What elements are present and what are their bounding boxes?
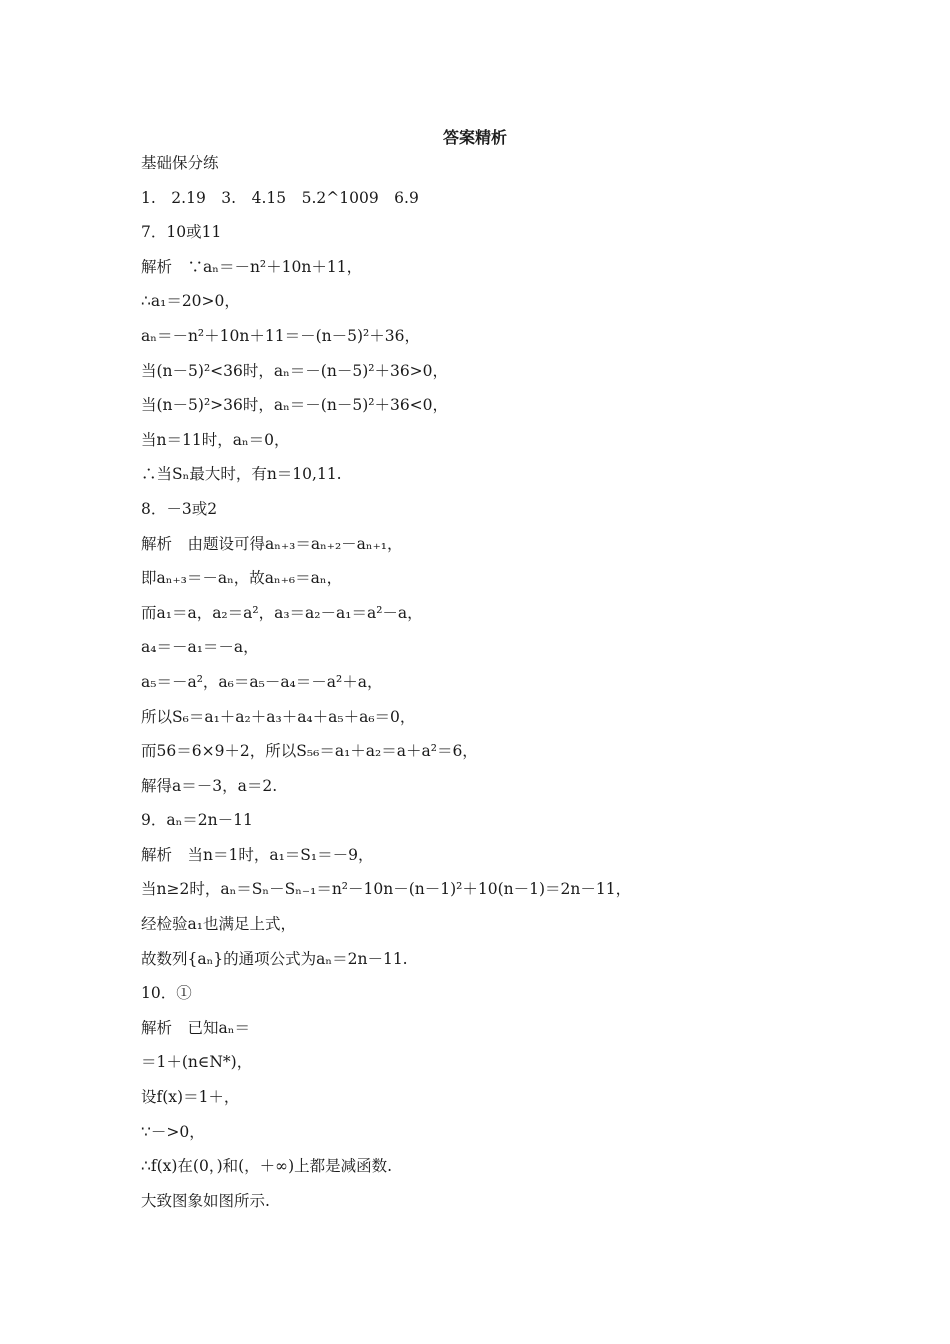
page-title: 答案精析 xyxy=(442,128,507,147)
answer-line: ∴f(x)在(0，)和(，＋∞)上都是减函数. xyxy=(141,1157,393,1176)
answer-line: a₄＝－a₁＝－a， xyxy=(141,638,259,657)
answer-line: 即aₙ₊₃＝－aₙ，故aₙ₊₆＝aₙ， xyxy=(141,569,343,588)
answer-line: 大致图象如图所示. xyxy=(141,1191,270,1210)
answer-line: ＝1＋(n∈N*)， xyxy=(141,1053,253,1072)
answer-line: 1. 2.19 3. 4.15 5.2^1009 6.9 xyxy=(141,188,419,207)
answer-line: 而a₁＝a，a₂＝a²，a₃＝a₂－a₁＝a²－a， xyxy=(141,603,423,622)
answer-line: 当(n－5)²>36时，aₙ＝－(n－5)²＋36<0， xyxy=(141,396,449,415)
answer-line: 当n≥2时，aₙ＝Sₙ－Sₙ₋₁＝n²－10n－(n－1)²＋10(n－1)＝2n－11， xyxy=(141,880,632,899)
answer-line: 当(n－5)²<36时，aₙ＝－(n－5)²＋36>0， xyxy=(141,361,449,380)
answer-line: 所以S₆＝a₁＋a₂＋a₃＋a₄＋a₅＋a₆＝0， xyxy=(141,707,416,726)
answer-line: ∵－>0， xyxy=(141,1122,205,1141)
answer-line: aₙ＝－n²＋10n＋11＝－(n－5)²＋36， xyxy=(141,326,420,345)
answer-line: 10．① xyxy=(141,984,192,1003)
answer-line: 经检验a₁也满足上式， xyxy=(141,915,296,934)
answer-line: 而56＝6×9＋2，所以S₅₆＝a₁＋a₂＝a＋a²＝6， xyxy=(141,742,478,761)
answer-line: ∴当Sₙ最大时，有n＝10,11. xyxy=(141,465,342,484)
answer-line: ∴a₁＝20>0， xyxy=(141,292,240,311)
answer-line: 解析 当n＝1时，a₁＝S₁＝－9， xyxy=(141,845,374,864)
answer-line: 解析 已知aₙ＝ xyxy=(141,1018,250,1037)
answer-line: 解析 由题设可得aₙ₊₃＝aₙ₊₂－aₙ₊₁， xyxy=(141,534,403,553)
answer-line: 7．10或11 xyxy=(141,223,222,242)
answer-line: 故数列{aₙ}的通项公式为aₙ＝2n－11. xyxy=(141,949,408,968)
answer-line: 设f(x)＝1＋， xyxy=(141,1088,240,1107)
answer-line: a₅＝－a²，a₆＝a₅－a₄＝－a²＋a， xyxy=(141,672,383,691)
section-heading: 基础保分练 xyxy=(141,154,219,172)
answer-line: 9．aₙ＝2n－11 xyxy=(141,811,253,830)
answer-line: 解析 ∵aₙ＝－n²＋10n＋11， xyxy=(141,257,363,276)
answer-line: 解得a＝－3，a＝2. xyxy=(141,776,278,795)
answer-content xyxy=(141,153,861,1225)
answer-line: 当n＝11时，aₙ＝0， xyxy=(141,430,290,449)
answer-line: 8．－3或2 xyxy=(141,499,218,518)
